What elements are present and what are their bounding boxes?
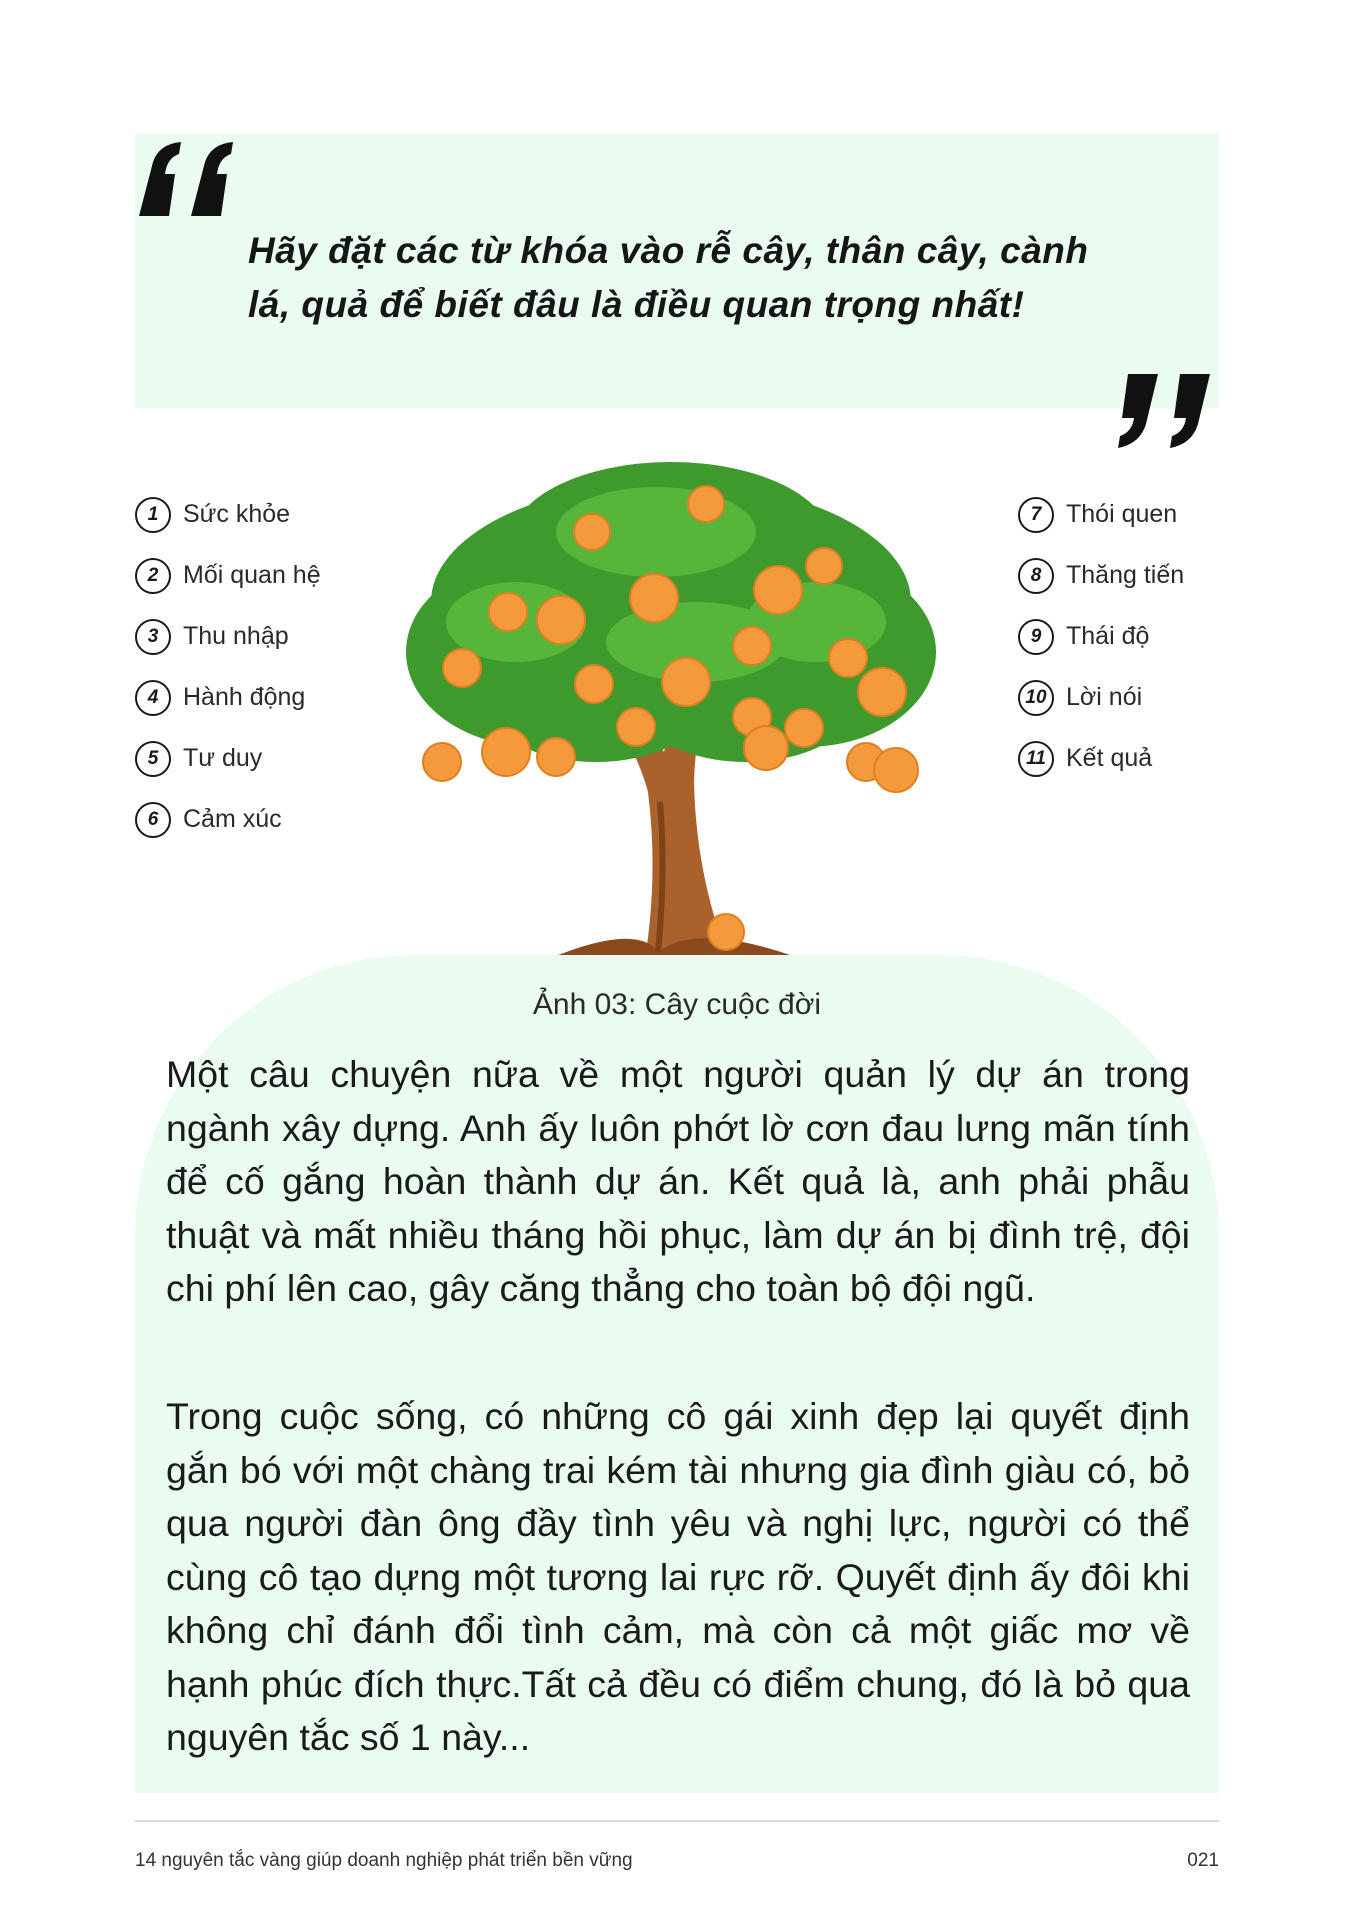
keyword-item xyxy=(135,606,321,667)
body-paragraph: Trong cuộc sống, có những cô gái xinh đẹp lại quyết định gắn bó với một chàng trai kém tài nhưng gia đình giàu có, bỏ qua người đàn ông đầy tình yêu và nghị lực, người có thể cùng cô tạo dựng một tương lai rực rỡ. Quyết định ấy đôi khi không chỉ đánh đổi tình cảm, mà còn cả một giấc mơ về hạnh phúc đích thực.Tất cả đều có điểm chung, đó là bỏ qua nguyên tắc số 1 này... xyxy=(166,1395,1190,1758)
number-circle: 5 xyxy=(135,741,171,777)
number-circle: 8 xyxy=(1018,558,1054,594)
keyword-label: Mối quan hệ xyxy=(183,561,321,589)
keyword-label: Hành động xyxy=(183,683,306,711)
number-circle: 11 xyxy=(1018,741,1054,777)
number-circle: 10 xyxy=(1018,680,1054,716)
number-circle: 6 xyxy=(135,802,171,838)
keyword-item xyxy=(1018,545,1184,606)
keyword-label: Thói quen xyxy=(1066,500,1178,528)
number-circle: 4 xyxy=(135,680,171,716)
keyword-label: Cảm xúc xyxy=(183,805,282,833)
keyword-label: Thu nhập xyxy=(183,622,289,650)
keyword-item xyxy=(135,484,321,545)
keyword-list-left xyxy=(135,484,321,850)
keyword-label: Kết quả xyxy=(1066,744,1153,772)
keyword-list-right xyxy=(1018,484,1184,789)
quote-text: Hãy đặt các từ khóa vào rễ cây, thân cây, cành lá, quả để biết đâu là điều quan trọng nhất! xyxy=(248,230,1089,325)
keyword-label: Sức khỏe xyxy=(183,500,291,528)
orange-tree-illustration xyxy=(396,452,946,962)
number-circle: 3 xyxy=(135,619,171,655)
keyword-item xyxy=(135,728,321,789)
footer-divider xyxy=(135,1820,1219,1822)
footer-book-title: 14 nguyên tắc vàng giúp doanh nghiệp phát triển bền vững xyxy=(135,1850,633,1871)
keyword-label: Thăng tiến xyxy=(1066,561,1185,589)
close-quote-icon xyxy=(1110,372,1214,452)
page-number: 021 xyxy=(1187,1850,1219,1871)
number-circle: 9 xyxy=(1018,619,1054,655)
keyword-label: Tư duy xyxy=(183,744,263,772)
keyword-label: Lời nói xyxy=(1066,683,1143,711)
number-circle: 7 xyxy=(1018,497,1054,533)
keyword-item xyxy=(1018,728,1184,789)
body-paragraph: Một câu chuyện nữa về một người quản lý dự án trong ngành xây dựng. Anh ấy luôn phớt lờ cơn đau lưng mãn tính để cố gắng hoàn thành dự án. Kết quả là, anh phải phẫu thuật và mất nhiều tháng hồi phục, làm dự án bị đình trệ, đội chi phí lên cao, gây căng thẳng cho toàn bộ đội ngũ. xyxy=(166,1053,1190,1309)
keyword-item xyxy=(135,789,321,850)
number-circle: 1 xyxy=(135,497,171,533)
keyword-label: Thái độ xyxy=(1066,622,1150,650)
keyword-item xyxy=(1018,606,1184,667)
keyword-item xyxy=(135,667,321,728)
keyword-item xyxy=(1018,484,1184,545)
open-quote-icon xyxy=(135,138,239,218)
number-circle: 2 xyxy=(135,558,171,594)
keyword-item xyxy=(135,545,321,606)
keyword-item xyxy=(1018,667,1184,728)
image-caption: Ảnh 03: Cây cuộc đời xyxy=(532,988,822,1021)
